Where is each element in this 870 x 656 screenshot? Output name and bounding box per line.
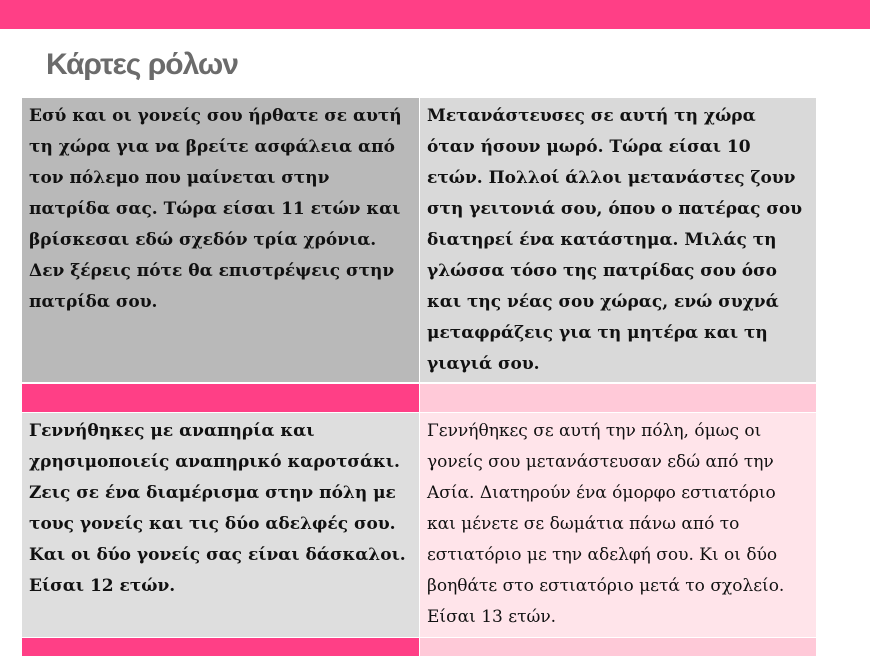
separator-band-left bbox=[22, 384, 419, 412]
role-card-restaurant: Γεννήθηκες σε αυτή την πόλη, όμως οι γονείς σου μετανάστευσαν εδώ από την Ασία. Διατηρούν ένα όμορφο εστιατόριο και μένετε σε δωμάτια πάνω από το εστιατόριο με την αδελφή σου. Κι οι δύο βοηθάτε στο εστιατόριο μετά το σχολείο. Είσαι 13 ετών. bbox=[420, 413, 816, 637]
role-card-wheelchair: Γεννήθηκες με αναπηρία και χρησιμοποιείς αναπηρικό καροτσάκι. Ζεις σε ένα διαμέρισμα στην πόλη με τους γονείς και τις δύο αδελφές σου. Και οι δύο γονείς σας είναι δάσκαλοι. Είσαι 12 ετών. bbox=[22, 413, 419, 637]
bottom-band-right bbox=[420, 638, 816, 656]
bottom-band-left bbox=[22, 638, 419, 656]
role-card-immigrant-baby: Μετανάστευσες σε αυτή τη χώρα όταν ήσουν μωρό. Τώρα είσαι 10 ετών. Πολλοί άλλοι μετανάστες ζουν στη γειτονιά σου, όπου ο πατέρας σου διατηρεί ένα κατάστημα. Μιλάς τη γλώσσα τόσο της πατρίδας σου όσο και της νέας σου χώρας, ενώ συχνά μεταφράζεις για τη μητέρα και τη γιαγιά σου. bbox=[420, 98, 816, 382]
separator-band-right bbox=[420, 384, 816, 412]
role-card-refugee: Εσύ και οι γονείς σου ήρθατε σε αυτή τη χώρα για να βρείτε ασφάλεια από τον πόλεμο που μαίνεται στην πατρίδα σας. Τώρα είσαι 11 ετών και βρίσκεσαι εδώ σχεδόν τρία χρόνια. Δεν ξέρεις πότε θα επιστρέψεις στην πατρίδα σου. bbox=[22, 98, 419, 382]
slide-title: Κάρτες ρόλων bbox=[46, 48, 238, 81]
top-accent-bar bbox=[0, 0, 870, 29]
